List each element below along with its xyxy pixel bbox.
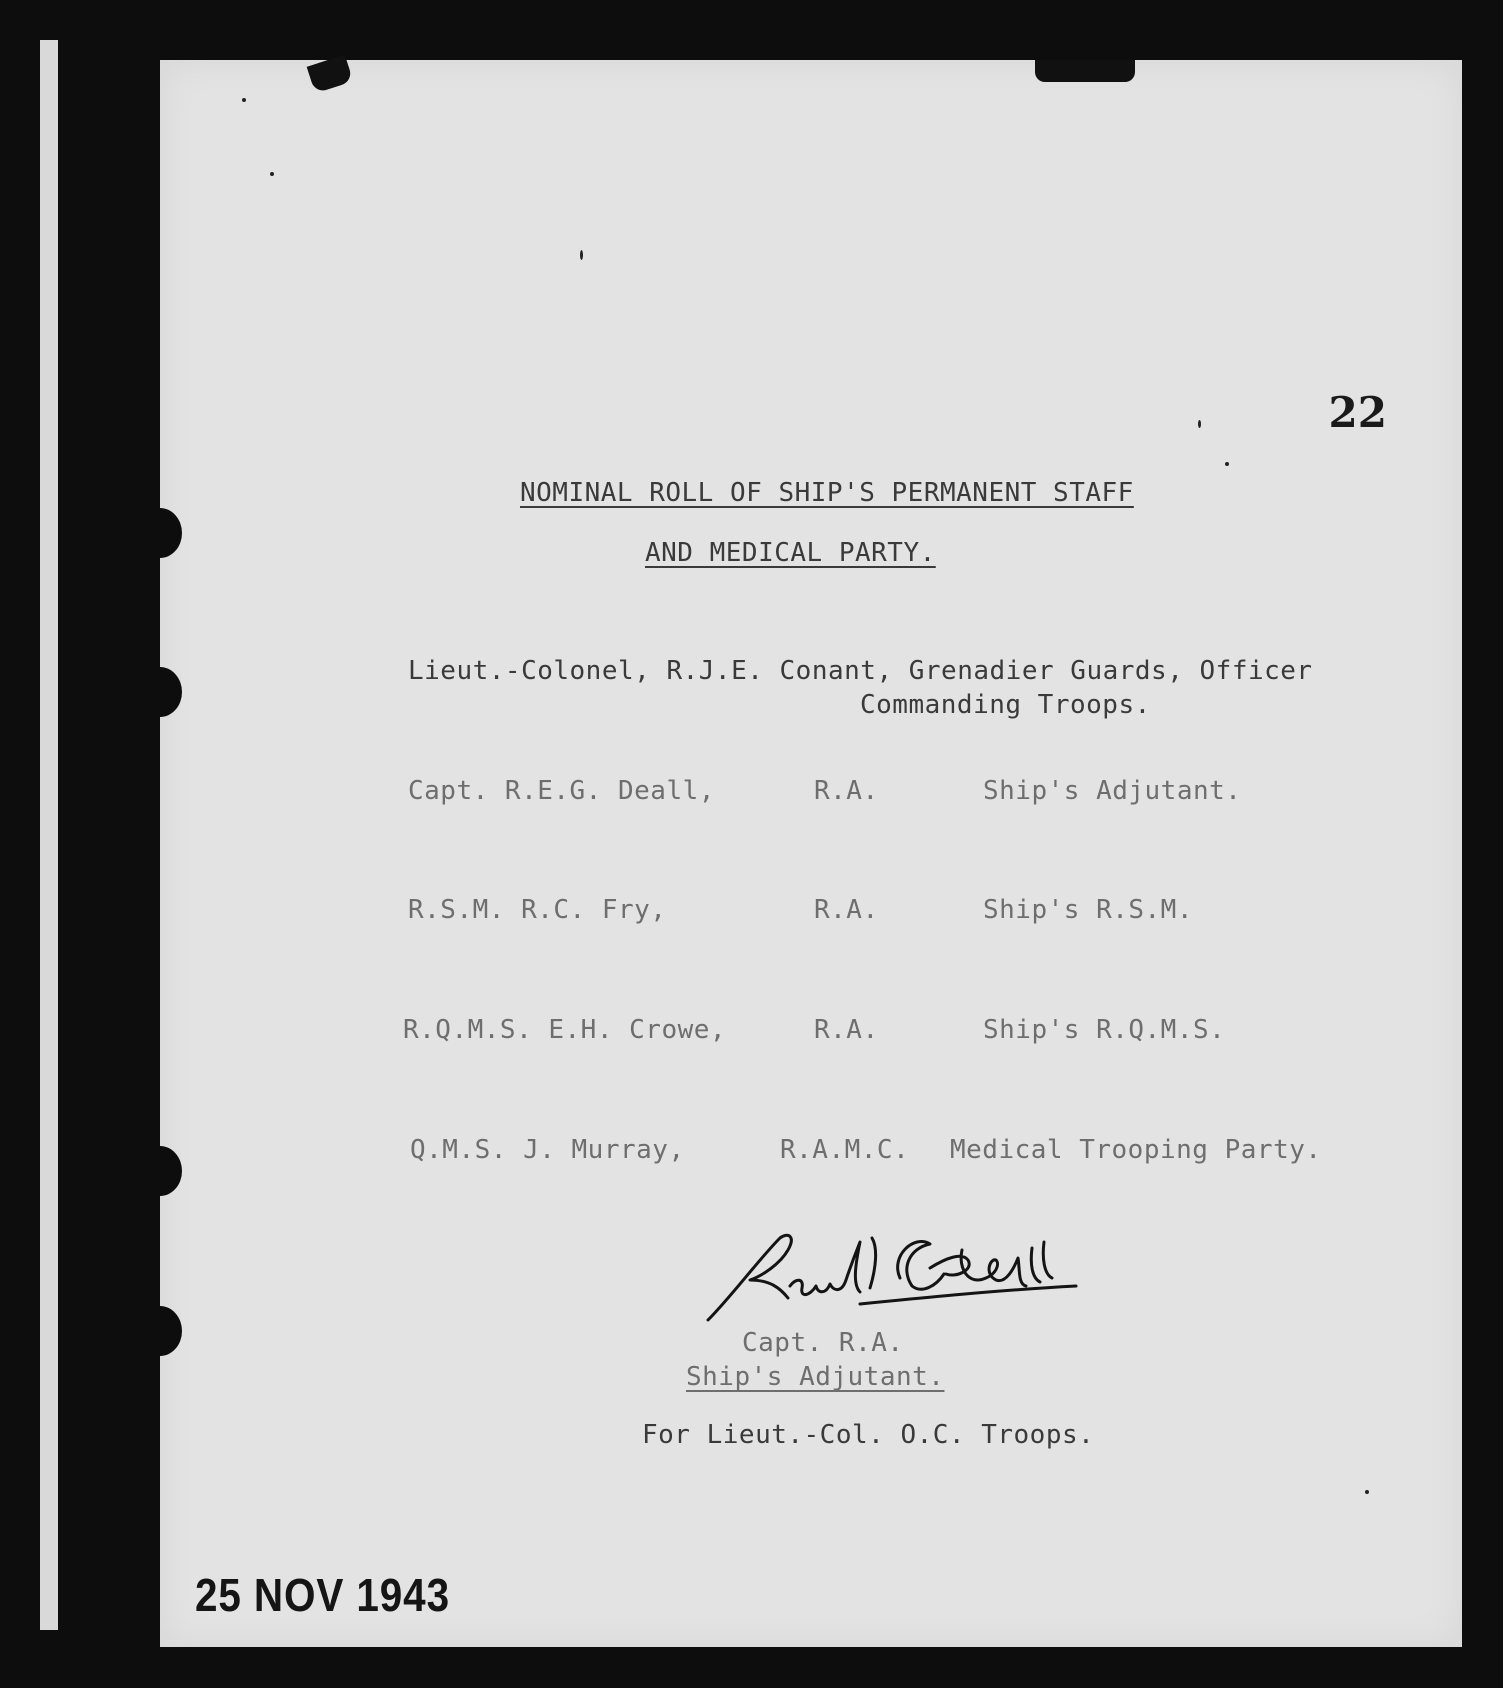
punch-hole	[138, 1146, 182, 1196]
roll-role: Ship's R.Q.M.S.	[983, 1015, 1226, 1045]
roll-name: R.Q.M.S. E.H. Crowe,	[403, 1015, 727, 1045]
roll-name: Capt. R.E.G. Deall,	[408, 776, 715, 806]
dust-speck	[1198, 420, 1201, 428]
dust-speck	[1225, 462, 1229, 466]
roll-role: Ship's Adjutant.	[983, 776, 1242, 806]
dust-speck	[580, 250, 583, 260]
roll-name: Q.M.S. J. Murray,	[410, 1135, 685, 1165]
roll-role: Medical Trooping Party.	[950, 1135, 1322, 1165]
document-title-line-1: NOMINAL ROLL OF SHIP'S PERMANENT STAFF	[520, 478, 1134, 508]
dust-speck	[242, 98, 246, 102]
paper-damage-mark	[307, 55, 354, 94]
paper-clip-mark	[1035, 60, 1135, 82]
for-officer-commanding-line: For Lieut.-Col. O.C. Troops.	[642, 1420, 1095, 1450]
roll-unit: R.A.M.C.	[780, 1135, 910, 1165]
signatory-title: Ship's Adjutant.	[686, 1362, 945, 1392]
roll-unit: R.A.	[814, 1015, 879, 1045]
document-title-line-2: AND MEDICAL PARTY.	[645, 538, 936, 568]
commanding-officer-line-1: Lieut.-Colonel, R.J.E. Conant, Grenadier Guards, Officer	[408, 656, 1313, 686]
dust-speck	[270, 172, 274, 176]
commanding-officer-line-2: Commanding Troops.	[860, 690, 1151, 720]
handwritten-signature	[700, 1228, 1080, 1328]
roll-role: Ship's R.S.M.	[983, 895, 1193, 925]
underlying-sheet-edge	[40, 40, 58, 1630]
roll-name: R.S.M. R.C. Fry,	[408, 895, 667, 925]
document-page	[160, 60, 1462, 1647]
punch-hole	[138, 508, 182, 558]
date-stamp: 25 NOV 1943	[195, 1569, 450, 1621]
roll-unit: R.A.	[814, 895, 879, 925]
roll-unit: R.A.	[814, 776, 879, 806]
punch-hole	[138, 1306, 182, 1356]
page-number: 22	[1328, 388, 1387, 437]
dust-speck	[1365, 1490, 1369, 1494]
punch-hole	[138, 667, 182, 717]
signatory-rank: Capt. R.A.	[742, 1328, 904, 1358]
